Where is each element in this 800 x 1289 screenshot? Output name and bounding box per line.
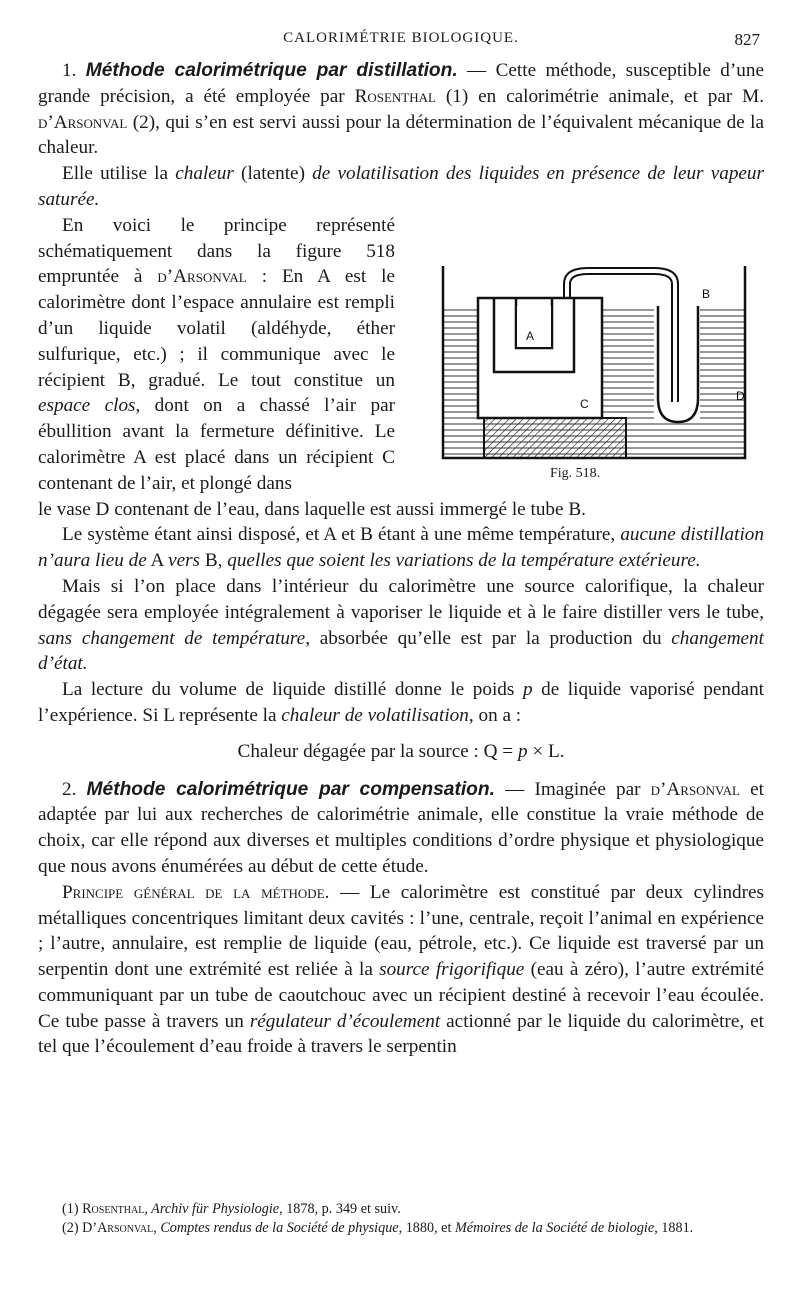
text-run: (2), qui s’en est servi aussi pour la détermination de l’équivalent mécanique de la chaleur. xyxy=(38,111,764,159)
italic-run: aucune distillation n’aura lieu de xyxy=(38,524,764,572)
figure-caption: Fig. 518. xyxy=(550,466,601,481)
section-2-number: 2. xyxy=(62,778,77,800)
footnotes xyxy=(38,1200,764,1238)
main-text xyxy=(38,58,764,1060)
italic-run: source frigorifique xyxy=(379,959,525,981)
italic-run: sans changement de température xyxy=(38,627,306,649)
text-run: de liquide vaporisé pendant l’expérience. Si L représente la xyxy=(38,679,764,726)
text-run: (eau à zéro), l’autre extrémité communiquant par un tube de caoutchouc avec un récipient destiné à recevoir l’eau écoulée. Ce tube passe à travers un xyxy=(38,959,764,1032)
page-number: 827 xyxy=(734,30,760,49)
author-name: d’Arsonval xyxy=(157,266,247,288)
italic-run: chaleur xyxy=(175,163,234,185)
text-run: (latente) xyxy=(233,163,313,185)
text-run: (1) en calorimétrie animale, et par M. xyxy=(435,85,764,107)
text-run: , absorbée qu’elle est par la production du xyxy=(305,627,672,649)
italic-run: quelles que soient les variations de la température extérieure. xyxy=(227,550,701,572)
run-in-heading: Principe général de la méthode. xyxy=(62,881,330,903)
italic-run: changement d’état. xyxy=(38,627,764,675)
paragraph-continuation: le vase D contenant de l’eau, dans laquelle est aussi immergé le tube B. xyxy=(38,498,586,520)
text-run: actionné par le liquide du calorimètre, et tel que l’écoulement d’eau froide à travers le serpentin xyxy=(38,1010,764,1058)
paragraph xyxy=(38,522,764,574)
label-b: B xyxy=(702,287,711,301)
text-run: En voici le principe représenté schématiquement dans la figure 518 empruntée à xyxy=(38,214,395,288)
text-run: — Le calorimètre est constitué par deux cylindres métalliques concentriques limitant deux cavités : l’une, centrale, reçoit l’animal en expérience ; l’autre, annulaire, est remplie de liquide (eau, pétrole, etc.). Ce liquide est traversé par un serpentin dont une extrémité est reliée à la xyxy=(38,881,765,981)
italic-run: régulateur d’écoulement xyxy=(249,1010,441,1032)
text-run: Elle utilise la xyxy=(62,163,176,185)
text-run: Mais si l’on place dans l’intérieur du calorimètre une source calorifique, la chaleur dégagée sera employée intégralement à vaporiser le liquide et à le faire distiller vers le tube, xyxy=(38,575,764,623)
text-run: et adaptée par lui aux recherches de calorimétrie animale, elle constitue la vraie méthode de choix, car elle répond aux diverses et multiples conditions d’ordre physique et physiologique que nous avons énumérées au début de cette étude. xyxy=(38,778,764,877)
italic-run: Mémoires de la Société de biologie xyxy=(454,1220,655,1236)
formula xyxy=(38,739,764,765)
running-title: CALORIMÉTRIE BIOLOGIQUE. xyxy=(283,30,519,46)
author-name: d’Arsonval xyxy=(38,111,128,133)
footnote-mark: (1) xyxy=(62,1201,79,1217)
author-name: Rosenthal xyxy=(82,1201,145,1217)
footnote-1 xyxy=(38,1200,764,1219)
label-d: D xyxy=(736,389,745,403)
italic-run: chaleur de volatilisation xyxy=(281,704,469,726)
footnote-mark: (2) xyxy=(62,1220,79,1236)
section-1-heading: Méthode calorimétrique par distillation. xyxy=(85,60,458,81)
text-run: , dont on a chassé l’air par ébullition avant la fermeture définitive. Le calorimètre A est placé dans un récipient C contenant de l’air, et plongé dans xyxy=(38,395,395,494)
text-run: × L. xyxy=(527,740,565,762)
italic-run: espace clos xyxy=(38,395,136,417)
label-a: A xyxy=(526,329,535,343)
italic-run: Comptes rendus de la Société de physique xyxy=(160,1220,399,1236)
section-1-intro xyxy=(38,58,764,161)
italic-run: p xyxy=(517,740,528,762)
italic-run: p xyxy=(522,679,533,701)
footnote-2 xyxy=(38,1219,764,1238)
author-name: D’Arsonval xyxy=(82,1220,154,1236)
italic-run: , Archiv für Physiologie, xyxy=(144,1201,283,1217)
running-header xyxy=(38,30,764,52)
text-run: La lecture du volume de liquide distillé donne le poids xyxy=(62,679,523,701)
paragraph xyxy=(38,677,764,729)
text-run: , xyxy=(153,1220,161,1236)
text-run: , on a : xyxy=(468,704,522,726)
label-c: C xyxy=(580,397,589,411)
text-run: : En A est le calorimètre dont l’espace annulaire est rempli d’un liquide volatil (aldéhyde, éther sulfurique, etc.) ; il communique avec le récipient B, gradué. Le tout constitue un xyxy=(38,266,396,391)
author-name: Rosenthal xyxy=(354,85,436,107)
text-run: Le système étant ainsi disposé, et A et B étant à une même température, xyxy=(62,524,621,546)
text-run: , 1880, et xyxy=(398,1220,455,1236)
italic-run: de volatilisation des liquides en présence de leur vapeur saturée. xyxy=(38,163,764,210)
text-run: A xyxy=(146,550,169,572)
text-run: — Imaginée par xyxy=(494,778,651,800)
text-run: , 1881. xyxy=(654,1220,694,1236)
text-run: — Cette méthode, susceptible d’une grande précision, a été employée par xyxy=(38,60,764,107)
paragraph-with-figure xyxy=(38,213,395,497)
paragraph xyxy=(38,161,764,213)
text-run: Chaleur dégagée par la source : Q = xyxy=(237,740,518,762)
paragraph xyxy=(38,880,764,1061)
text-run: 1878, p. 349 et suiv. xyxy=(282,1201,401,1217)
author-name: d’Arsonval xyxy=(650,778,740,800)
paragraph xyxy=(38,574,764,677)
page xyxy=(38,0,764,1289)
text-run: B, xyxy=(200,550,228,572)
section-2-heading: Méthode calorimétrique par compensation. xyxy=(86,778,495,800)
section-2-intro xyxy=(38,777,764,880)
italic-run: vers xyxy=(168,550,201,572)
section-1-number: 1. xyxy=(62,60,77,81)
